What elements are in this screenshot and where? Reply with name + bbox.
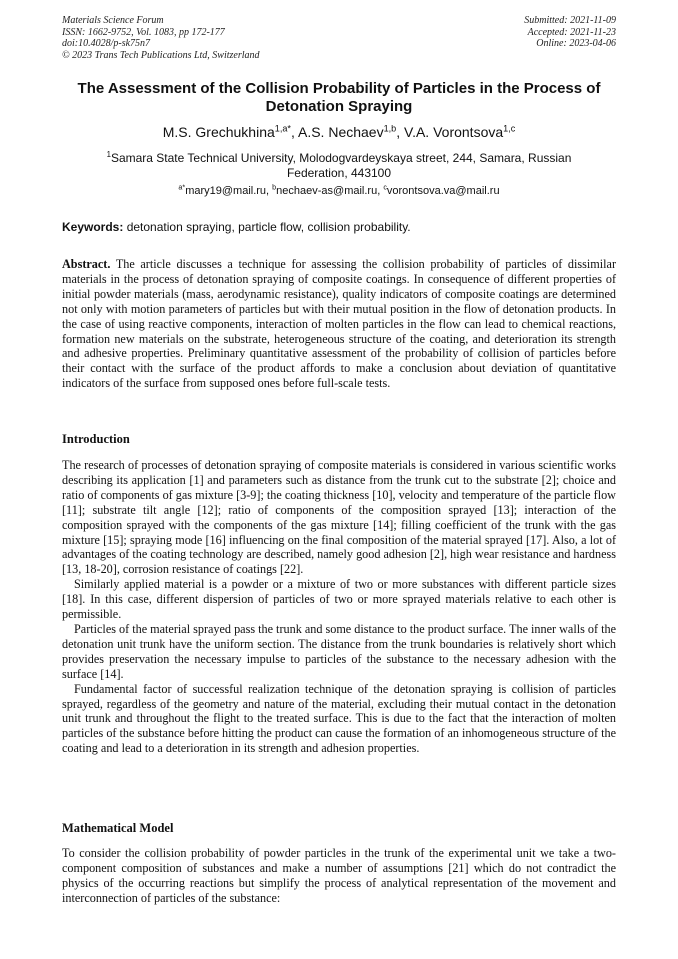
- keywords-label: Keywords:: [62, 220, 124, 234]
- paragraph: Particles of the material sprayed pass the trunk and some distance to the product surface. The inner walls of the detonation unit trunk have the uniform section. The distance from the trunk boundaries is relatively short which provides preservation the necessary impulse to particles of the substance to the necessary adhesion with the surface [14].: [62, 621, 616, 681]
- submitted-date: Submitted: 2021-11-09: [524, 15, 616, 26]
- email-mark: a*: [178, 183, 186, 192]
- author-affiliation-mark: 1,c: [503, 123, 516, 134]
- online-date: Online: 2023-04-06: [536, 38, 616, 49]
- abstract-label: Abstract.: [62, 257, 111, 271]
- paragraph: The research of processes of detonation spraying of composite materials is considered in various scientific works describing its application [1] and parameters such as distance from the trunk cut to the substrate [2]; choice and ratio of components of gas mixture [3-9]; the coating thickness [10], velocity and temperature of the particle flow [11]; substrate tilt angle [12]; ratio of components of the composition sprayed [13]; interaction of the composition sprayed with the components of the gas mixture [14]; filling coefficient of the trunk with the gas mixture [15]; spraying mode [16] influencing on the final composition of the material sprayed [17]. Also, a lot of advantages of the coating technology are described, namely good adhesion [2], high wear resistance and hardness [13, 18-20], corrosion resistance of coatings [22].: [62, 458, 616, 577]
- paragraph: To consider the collision probability of powder particles in the trunk of the experimental unit we take a two-component composition of substances and make a number of assumptions [21] which do not contradict the physics of the occurring reactions but simplify the process of analytical representation of the movement and interconnection of particles of the substance:: [62, 846, 616, 905]
- email-link[interactable]: nechaev-as@mail.ru: [276, 185, 378, 197]
- issn-line: ISSN: 1662-9752, Vol. 1083, pp 172-177: [62, 26, 225, 38]
- keywords: [62, 220, 616, 234]
- doi-line: doi:10.4028/p-sk75n7: [62, 38, 151, 49]
- paragraph: Similarly applied material is a powder or a mixture of two or more substances with different particle sizes [18]. In this case, different dispersion of particles of two or more sprayed materials relative to each other is permissible.: [62, 577, 616, 622]
- introduction-heading: Introduction: [62, 432, 130, 446]
- author-name: V.A. Vorontsova: [404, 124, 504, 140]
- affiliation-mark: 1: [106, 150, 111, 159]
- math-model-body: [62, 846, 616, 906]
- paragraph: Fundamental factor of successful realization technique of the detonation spraying is collision of particles sprayed, regardless of the geometry and nature of the material, excluding their mutual contact in the detonation unit trunk and throughout the flight to the treated surface. This is due to the fact that the interaction of molten particles of the substance before hitting the product can cause the formation of an inhomogeneous structure of the coating and lead to a deterioration in its strength and adhesion properties.: [62, 681, 617, 756]
- email-mark: b: [272, 183, 277, 192]
- abstract-text: The article discusses a technique for assessing the collision probability of particles of dissimilar materials in the process of detonation spraying of composite coatings. In consequence of different properties of initial powder materials (mass, aerodynamic resistance), quality indicators of composite coatings are determined not only with motion parameters of particles but with their mutual position in the flow of detonation products. In the case of using reactive components, interaction of molten particles in the flow can lead to chemical reactions, formation new materials on the substrate, heterogeneous structure of the coating, and deterioration its strength and adhesive properties. Preliminary quantitative assessment of the probability of collision of particles before their contact with the surface of the product affords to make a conclusion about deviation of quantitative indicators of the surface from supposed ones before full-scale tests.: [62, 257, 617, 391]
- email-list: $^{a*}$mary19@mail.ru, $^b$nechaev-as@mail.ru, $^c$vorontsova.va@mail.ru: [178, 183, 500, 197]
- journal-name: Materials Science Forum: [62, 15, 164, 26]
- affiliation: [80, 151, 598, 181]
- email-link[interactable]: vorontsova.va@mail.ru: [386, 185, 500, 197]
- paper-title: The Assessment of the Collision Probability of Particles in the Process of Detonation Spraying: [77, 80, 601, 115]
- email-mark: c: [383, 183, 387, 192]
- author-name: M.S. Grechukhina: [162, 124, 275, 140]
- affiliation-text: Samara State Technical University, Molodogvardeyskaya street, 244, Samara, Russian Federation, 443100: [110, 151, 572, 180]
- introduction-body: [62, 458, 616, 756]
- author-name: A.S. Nechaev: [297, 124, 384, 140]
- abstract: [62, 257, 616, 391]
- email-link[interactable]: mary19@mail.ru: [185, 185, 267, 197]
- author-affiliation-mark: 1,b: [383, 123, 397, 134]
- accepted-date: Accepted: 2021-11-23: [527, 26, 616, 38]
- author-affiliation-mark: 1,a*: [274, 123, 291, 134]
- journal-info: [62, 15, 260, 61]
- math-model-heading: Mathematical Model: [62, 821, 174, 835]
- author-list: M.S. Grechukhina$^{1,a*}$, A.S. Nechaev$^{1,b}$, V.A. Vorontsova$^{1,c}$: [162, 123, 516, 140]
- submission-dates: [524, 15, 616, 50]
- copyright-line: © 2023 Trans Tech Publications Ltd, Switzerland: [62, 49, 260, 61]
- keywords-text: detonation spraying, particle flow, collision probability.: [126, 220, 411, 234]
